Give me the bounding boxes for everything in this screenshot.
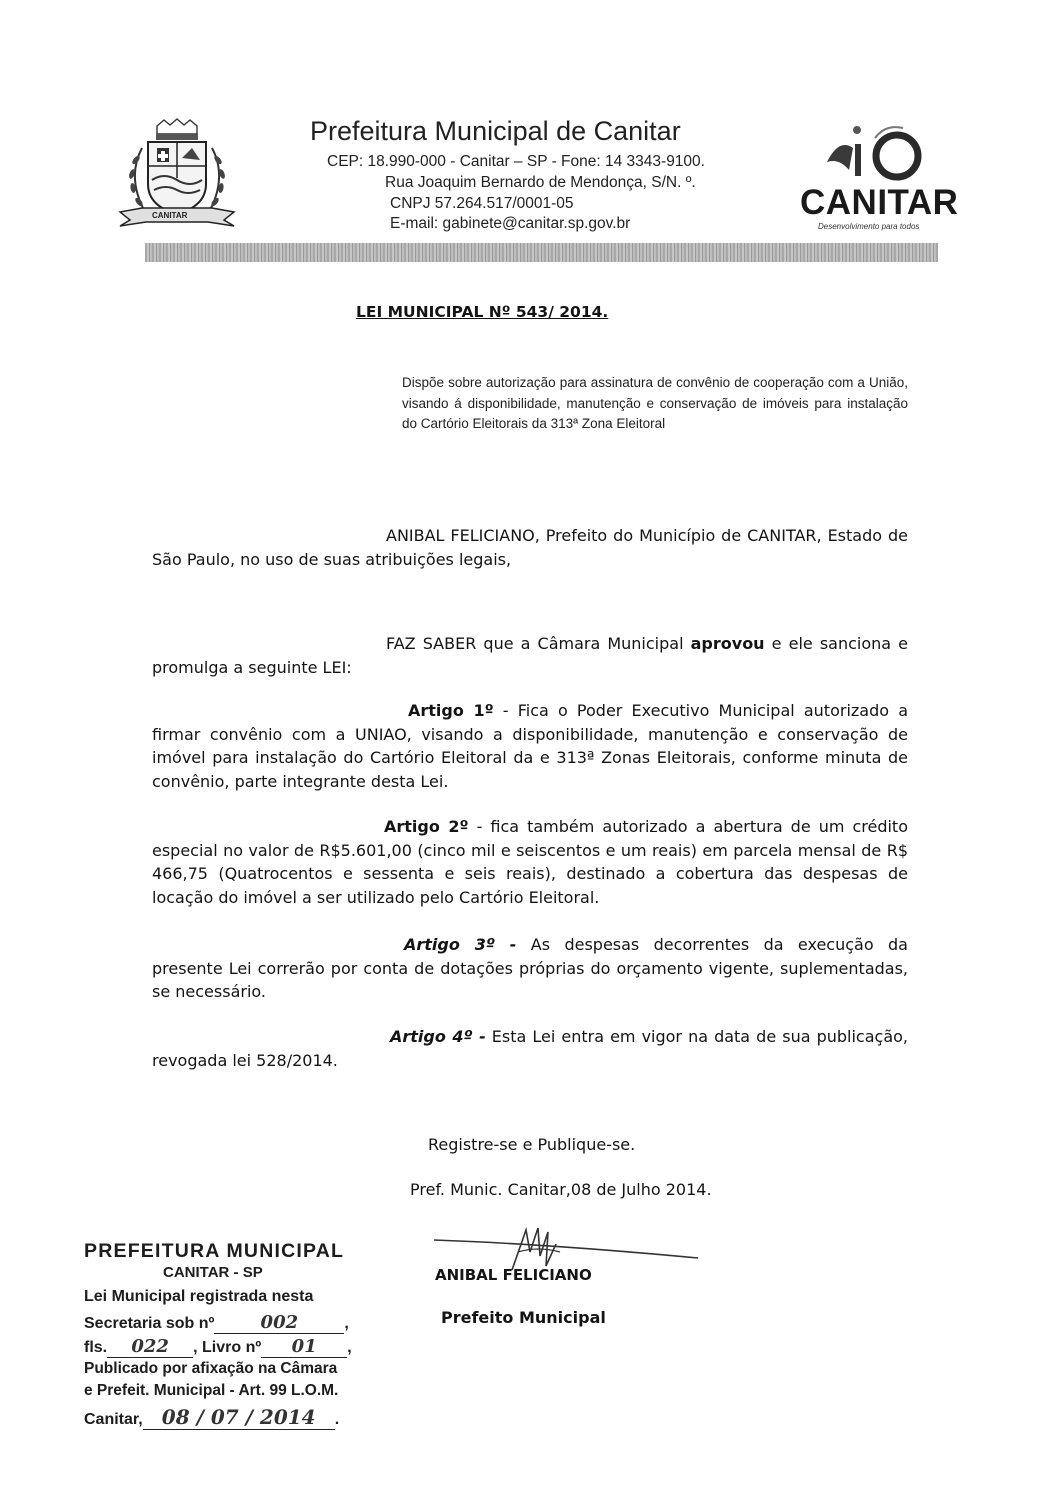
stamp-fls-value: 022 — [107, 1336, 193, 1358]
crest-label: CANITAR — [152, 211, 188, 220]
header-address-line2: Rua Joaquim Bernardo de Mendonça, S/N. º. — [385, 174, 696, 191]
stamp-secretaria-label: Secretaria sob nº — [84, 1315, 215, 1332]
closing-place-date: Pref. Munic. Canitar,08 de Julho 2014. — [410, 1180, 712, 1199]
stamp-subtitle: CANITAR - SP — [163, 1264, 263, 1281]
header-email: E-mail: gabinete@canitar.sp.gov.br — [390, 215, 631, 232]
stamp-line5: e Prefeit. Municipal - Art. 99 L.O.M. — [84, 1382, 339, 1399]
article-2 — [152, 815, 908, 909]
header-title: Prefeitura Municipal de Canitar — [310, 116, 681, 146]
preamble — [152, 524, 908, 571]
faz-saber-paragraph — [152, 632, 908, 679]
stamp-date-value: 08 / 07 / 2014 — [143, 1405, 335, 1430]
faz-saber-after: e ele sanciona e promulga a seguinte LEI: — [152, 634, 908, 677]
signature-name: ANIBAL FELICIANO — [435, 1266, 592, 1284]
header-divider-bar — [145, 243, 938, 262]
article-3-text: As despesas decorrentes da execução da presente Lei correrão por conta de dotações próprias do orçamento vigente, suplementadas, se necessário. — [152, 935, 908, 1001]
law-summary: Dispõe sobre autorização para assinatura de convênio de cooperação com a União, visando á disponibilidade, manutenção e conservação de imóveis para instalação do Cartório Eleitorais da 313ª Zona Eleitoral — [402, 375, 908, 431]
stamp-secretaria-row: Secretaria sob nº 002 , — [84, 1312, 349, 1333]
canitar-logo-word: CANITAR — [800, 183, 959, 222]
stamp-title: PREFEITURA MUNICIPAL — [84, 1240, 345, 1262]
header-address-line1: CEP: 18.990-000 - Canitar – SP - Fone: 14 3343-9100. — [327, 153, 705, 170]
stamp-fls-row: fls. 022 , Livro nº 01 , — [84, 1336, 352, 1357]
stamp-livro-label: , Livro nº — [193, 1339, 262, 1356]
faz-saber-before: FAZ SABER que a Câmara Municipal — [386, 634, 684, 653]
stamp-line4: Publicado por afixação na Câmara — [84, 1360, 338, 1377]
article-4 — [152, 1025, 908, 1072]
article-1-label: Artigo 1º — [408, 701, 494, 720]
signature-role: Prefeito Municipal — [441, 1308, 606, 1327]
law-title: LEI MUNICIPAL Nº 543/ 2014. — [356, 303, 609, 321]
stamp-canitar-label: Canitar, — [84, 1411, 143, 1428]
article-4-text: Esta Lei entra em vigor na data de sua publicação, revogada lei 528/2014. — [152, 1027, 909, 1070]
stamp-fls-label: fls. — [84, 1339, 108, 1356]
article-2-label: Artigo 2º — [384, 817, 469, 836]
stamp-livro-value: 01 — [261, 1336, 347, 1358]
article-3-label: Artigo 3º - — [404, 935, 517, 954]
article-3 — [152, 933, 908, 1004]
stamp-secretaria-value: 002 — [214, 1312, 344, 1334]
faz-saber-bold: aprovou — [690, 634, 765, 653]
stamp-date-row: Canitar, 08 / 07 / 2014 . — [84, 1405, 340, 1429]
article-1-text: - Fica o Poder Executivo Municipal autorizado a firmar convênio com a UNIAO, visando a disponibilidade, manutenção e conservação de imóvel para instalação do Cartório Eleitoral da e 313ª Zonas Eleitorais, conforme minuta de convênio, parte integrante desta Lei. — [152, 701, 909, 791]
header-cnpj: CNPJ 57.264.517/0001-05 — [390, 195, 574, 212]
article-2-text: - fica também autorizado a abertura de um crédito especial no valor de R$5.601,00 (cinco mil e seiscentos e um reais) em parcela mensal de R$ 466,75 (Quatrocentos e sessenta e seis reais), destinado a cobertura das despesas de locação do imóvel a ser utilizado pelo Cartório Eleitoral. — [152, 817, 908, 907]
article-4-label: Artigo 4º - — [390, 1027, 486, 1046]
canitar-logo-slogan: Desenvolvimento para todos — [818, 222, 920, 231]
preamble-text: ANIBAL FELICIANO, Prefeito do Município de CANITAR, Estado de São Paulo, no uso de suas atribuições legais, — [152, 526, 908, 569]
closing-register: Registre-se e Publique-se. — [428, 1135, 636, 1154]
canitar-logo-mark — [815, 118, 945, 182]
stamp-line1: Lei Municipal registrada nesta — [84, 1288, 314, 1305]
article-1 — [152, 699, 908, 793]
